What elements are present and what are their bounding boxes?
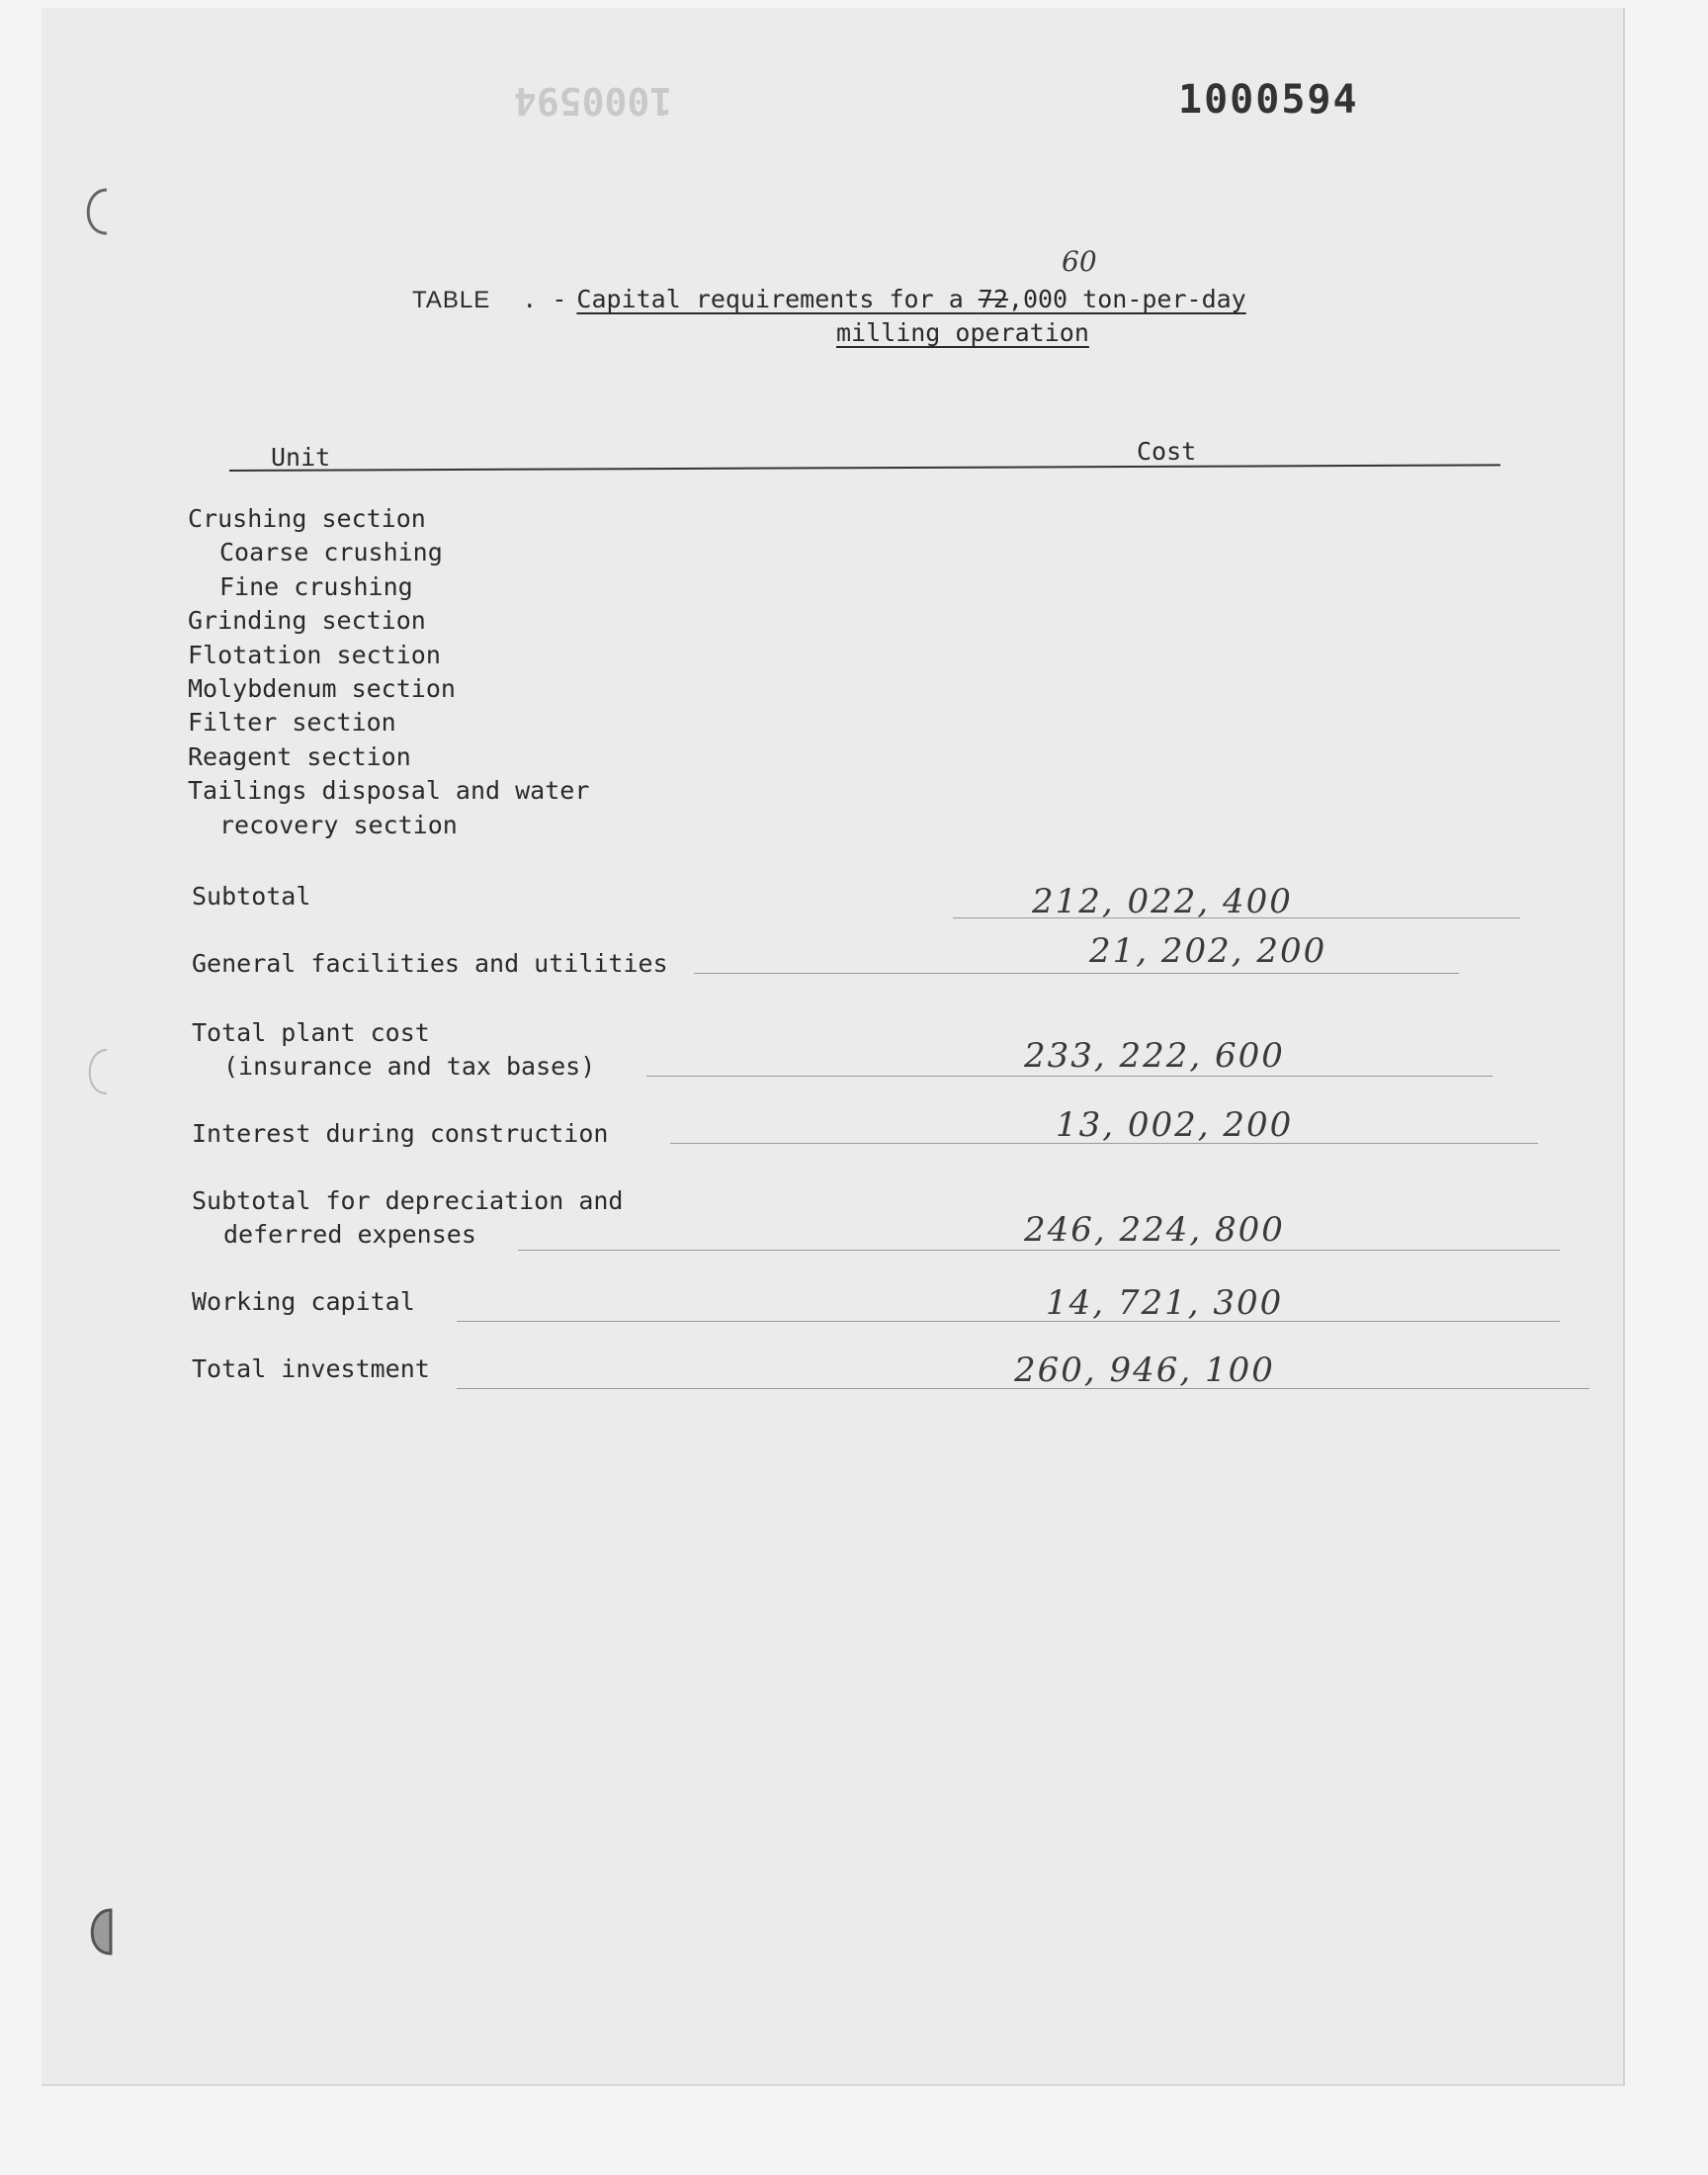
unit-section-row: Coarse crushing: [219, 538, 443, 567]
unit-section-row: Grinding section: [188, 606, 426, 636]
title-second-line: milling operation: [836, 318, 1089, 347]
total-row-label: Total investment: [192, 1354, 430, 1383]
punch-hole-top-icon: [77, 186, 113, 237]
title-handwritten-correction: 60: [1062, 245, 1097, 278]
total-row-label: Working capital: [192, 1287, 415, 1316]
total-row-amount: 21, 202, 200: [1089, 931, 1327, 971]
total-row-rule: [457, 1321, 1560, 1322]
unit-section-row: Molybdenum section: [188, 674, 456, 703]
unit-section-row: Filter section: [188, 708, 396, 738]
column-header-unit: Unit: [271, 443, 331, 472]
total-row-label: Interest during construction: [192, 1119, 609, 1148]
total-row-label: Subtotal for depreciation and: [192, 1186, 624, 1215]
header-rule: [229, 464, 1500, 472]
total-row-label: deferred expenses: [223, 1220, 476, 1249]
total-row-rule: [694, 973, 1459, 974]
punch-hole-middle-icon: [77, 1046, 113, 1097]
total-row-label: Subtotal: [192, 882, 311, 911]
total-row-label: General facilities and utilities: [192, 949, 668, 978]
unit-section-row: Crushing section: [188, 504, 426, 533]
total-row-amount: 212, 022, 400: [1032, 882, 1293, 921]
title-text-after: ,000 ton-per-day: [1007, 285, 1246, 313]
total-row-rule: [646, 1076, 1493, 1077]
total-row-rule: [518, 1250, 1560, 1251]
table-title: [412, 285, 1246, 314]
title-separator: . -: [522, 285, 567, 313]
total-row-amount: 246, 224, 800: [1024, 1210, 1285, 1250]
title-main-text: [576, 285, 1245, 313]
total-row-amount: 260, 946, 100: [1014, 1350, 1275, 1390]
unit-section-row: recovery section: [219, 810, 458, 839]
total-row-amount: 14, 721, 300: [1046, 1283, 1284, 1323]
unit-section-row: Flotation section: [188, 640, 441, 669]
column-header-cost: Cost: [1137, 437, 1197, 466]
unit-section-row: Fine crushing: [219, 571, 413, 601]
total-row-label: Total plant cost: [192, 1018, 430, 1047]
unit-section-row: Reagent section: [188, 741, 411, 771]
title-text-before: Capital requirements for a: [576, 285, 979, 313]
document-page: [42, 8, 1625, 2086]
document-number-stamp: 1000594: [1178, 77, 1359, 123]
title-struck-value: 72: [978, 285, 1008, 313]
total-row-label: (insurance and tax bases): [223, 1052, 596, 1081]
stamp-bleed-through: 1000594: [514, 79, 673, 123]
title-label: TABLE: [412, 287, 491, 313]
total-row-amount: 13, 002, 200: [1056, 1105, 1294, 1145]
total-row-amount: 233, 222, 600: [1024, 1036, 1285, 1076]
unit-section-row: Tailings disposal and water: [188, 776, 590, 806]
punch-hole-bottom-icon: [81, 1906, 117, 1958]
